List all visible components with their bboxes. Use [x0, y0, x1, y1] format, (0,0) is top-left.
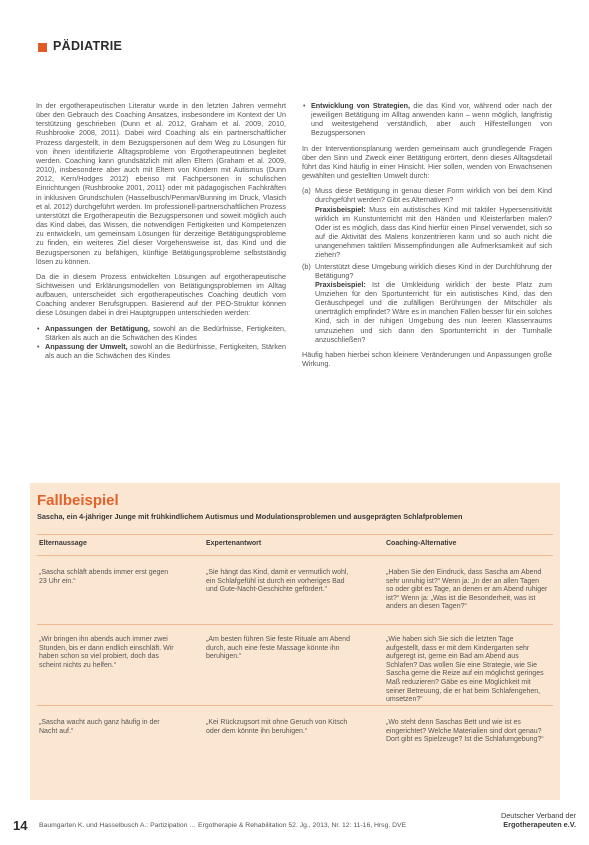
- table-cell: „Wo steht denn Saschas Bett und wie ist es eingerichtet? Welche Materialien sind dort genau? Dort gibt es Spielzeuge? Ist die Schlafumgebung?“: [386, 719, 544, 744]
- list-item-text: die das Kind vor, während oder nach der jeweiligen Betätigung im Alltag anwenden kann – wenn möglich, langfristig und weitestgehend verständlich, aber auch Hilfestellungen von Bezugspersonen: [311, 101, 552, 138]
- left-column: [36, 101, 286, 366]
- divider: [37, 555, 553, 556]
- list-item-bold: Anpassungen der Betätigung,: [45, 323, 150, 333]
- table-cell: „Sie hängt das Kind, damit er vermutlich wohl, ein Schlafgefühl ist durch ein vorheriges Bad und Gute-Nacht-Geschichte gefördert.“: [206, 569, 349, 594]
- case-subtitle: Sascha, ein 4-jähriger Junge mit frühkindlichem Autismus und Modulationsproblemen und ausgeprägten Schlafproblemen: [37, 512, 463, 521]
- paragraph: Da die in diesem Prozess entwickelten Lösungen auf ergotherapeutische Sichtweisen und Erklärungsmodellen von Betätigungsproblemen im Alltag aufbauen, unterscheidet sich ergotherapeutisches Coaching deutlich vom Coaching anderer Berufsgruppen. Basierend auf der PEO-Struktur können diese Lösungen dabei in drei Hauptgruppen unterschieden werden:: [36, 271, 286, 318]
- question-a-label: (a): [302, 186, 311, 196]
- paragraph: In der Interventionsplanung werden gemeinsam auch grundlegende Fragen über den Sinn und Zweck einer Betätigung erörtert, denn dieses Alltagsdetail führt das Kind häufig in einer Hinsicht. Hier sollen, wenden von Erwachsenen gewählten und gestellten Umwelt durch:: [302, 143, 552, 181]
- table-cell: „Kei Rückzugsort mit ohne Geruch von Kitsch oder dem könnte ihn beruhigen.“: [206, 719, 348, 735]
- case-title: Fallbeispiel: [37, 492, 119, 509]
- table-cell: „Sascha schläft abends immer erst gegen 23 Uhr ein.“: [39, 569, 169, 585]
- question-b-label: (b): [302, 261, 311, 271]
- solution-list: [36, 324, 286, 361]
- table-cell: „Haben Sie den Eindruck, dass Sascha am Abend sehr unruhig ist?“ Wenn ja: „In der an allen Tagen so oder gibt es Tage, an denen er am Abend ruhiger ist?“ Wenn ja: „Was ist die Besonderheit, was ist anders an diesen Tagen?“: [386, 569, 548, 611]
- column-header: Elternaussage: [39, 540, 87, 547]
- right-column: [302, 101, 552, 374]
- solution-list: [302, 101, 552, 138]
- page-number: 14: [13, 818, 28, 833]
- example-b-text: Ist die Umkleidung wirklich der beste Platz zum Umziehen für den Sportunterricht für ein autistisches Kind, das den Geräuschpegel und die zufälligen Berührungen der Mitschüler als unerträglich empfindet? Wäre es in manchen Fällen besser für ein solches Kind, sich in der ruhigen Umgebung des nun leeren Klassenraums umzuziehen und sich dann den Sportunterricht in der Turnhalle anzuschließen?: [315, 279, 552, 344]
- list-item-text: sowohl an die Bedürfnisse, Fertigkeiten, Stärken als auch an die Schwächen des Kindes: [45, 341, 287, 361]
- list-item: [311, 101, 552, 138]
- list-item-bold: Anpassung der Umwelt,: [45, 341, 128, 351]
- example-a-text: Muss ein autistisches Kind mit taktiler Hypersensitivität wirklich im Kunstunterricht mit den Händen und Kleisterfarben malen? Oder ist es möglich, dass das Kind hierfür einen Pinsel verwendet, sich so auf die Aktivität des Malens konzentrieren kann und so auch nicht die unangenehmen taktilen Missempfindungen alle Aufmerksamkeit auf sich ziehen?: [315, 204, 552, 260]
- list-item-text: sowohl an die Bedürfnisse, Fertigkeiten, Stärken als auch an die Schwächen des Kindes: [45, 323, 286, 342]
- divider: [37, 624, 553, 625]
- case-study-box: [30, 483, 560, 800]
- column-header: Coaching-Alternative: [386, 540, 457, 547]
- section-marker: [38, 43, 47, 52]
- question-b: [302, 262, 552, 344]
- question-a: [302, 186, 552, 259]
- citation: Baumgarten K. und Hasselbusch A.: Partizipation … Ergotherapie & Rehabilitation 52. Jg., 2013, Nr. 12: 11-16, Hrsg. DVE: [39, 822, 407, 829]
- publisher: [446, 811, 576, 829]
- example-a-label: Praxisbeispiel:: [315, 204, 366, 214]
- column-header: Expertenantwort: [206, 540, 262, 547]
- table-cell: „Sascha wacht auch ganz häufig in der Nacht auf.“: [39, 719, 160, 735]
- list-item: [45, 324, 286, 342]
- table-cell: „Am besten führen Sie feste Rituale am Abend durch, auch eine feste Massage könnte ihn beruhigen.“: [206, 636, 350, 661]
- table-cell: „Wie haben sich Sie sich die letzten Tage aufgestellt, dass er mit dem Kindergarten sehr aufgeregt ist, gerne ein Bad am Abend aus Schlafen? Das wollen Sie eine Strategie, wie Sie Sascha gerne die Reize auf ein möglichst geringes Maß reduzieren? Gäbe es eine Möglichkeit mit seiner Betreuung, die er hat beim Schlafengehen, umsetzen?“: [386, 636, 544, 704]
- example-b-label: Praxisbeispiel:: [315, 279, 366, 289]
- paragraph: Häufig haben hierbei schon kleinere Veränderungen und Anpassungen große Wirkung.: [302, 349, 552, 369]
- publisher-line: Ergotherapeuten e.V.: [503, 820, 576, 829]
- section-title: PÄDIATRIE: [53, 39, 123, 53]
- paragraph: In der ergotherapeutischen Literatur wurde in den letzten Jahren vermehrt über den Gebrauch des Coaching Ansatzes, insbesondere im Kontext der Un terstützung geschrieben (Dunn et al. 2012, Graham et al. 2009, 2010, Rushbrooke 2008, 2011). Dabei wird Coaching als ein partnerschaftlicher Prozess dargestellt, in dem Bezugspersonen auf dem Weg zu Lösungen für von ihnen identifizierte Alltagsprobleme von Ergotherapeutinnen begleitet werden. Coaching kann grundsätzlich mit allen Eltern (Graham et al. 2009, 2010), insbesondere aber auch mit Eltern von Kindern mit Autismus (Dunn 2012, Kern/Hodges 2012) ebenso mit Fachpersonen in schulischen Einrichtungen (Rushbrooke 2001, 2011) oder mit pädagogischen Fachkräften in inklusiven Grundschulen (Hasselbusch/Penman/Bunning im Druck, Vlasich et al. 2012) durchgeführt werden. Im professionell-partnerschaftlichen Prozess unterstützt die Ergotherapeutin die Bezugspersonen und soweit möglich auch das Kind dabei, das Wissen, die notwendigen Fertigkeiten und Kompetenzen zu entwickeln, um gemeinsam Lösungen für derzeitige Betätigungsprobleme zu finden, ein weiteres Ziel dieser Vorgehensweise ist, das Kind und die Bezugspersonen zu befähigen, künftige Betätigungsprobleme selbstständig lösen zu können.: [36, 101, 286, 266]
- table-cell: „Wir bringen ihn abends auch immer zwei Stunden, bis er dann endlich einschläft. Wir haben schon so viel probiert, doch das scheint nichts zu helfen.“: [39, 636, 174, 669]
- divider: [37, 534, 553, 535]
- question-b-text: Unterstützt diese Umgebung wirklich dieses Kind in der Durchführung der Betätigung?: [315, 261, 552, 280]
- publisher-line: Deutscher Verband der: [500, 811, 576, 820]
- question-a-text: Muss diese Betätigung in genau dieser Form wirklich von bei dem Kind durchgeführt werden? Gibt es Alternativen?: [315, 186, 552, 205]
- divider: [37, 705, 553, 706]
- list-item: [45, 342, 286, 360]
- list-item-bold: Entwicklung von Strategien,: [311, 101, 410, 110]
